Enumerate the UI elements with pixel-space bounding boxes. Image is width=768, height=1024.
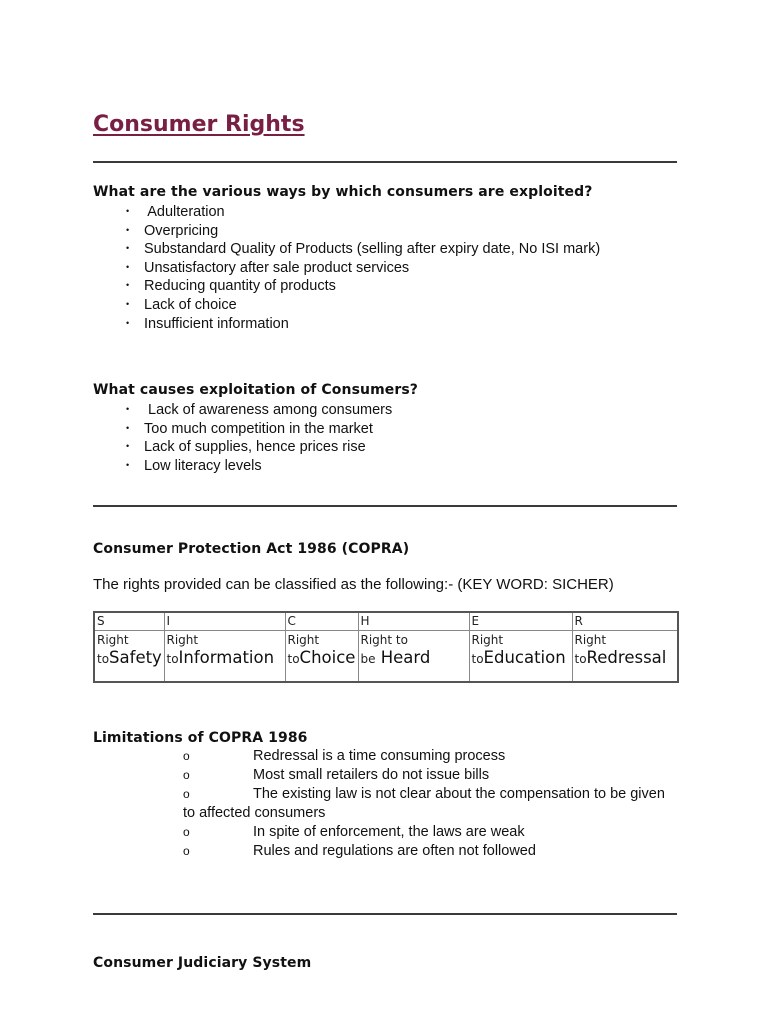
divider	[93, 161, 677, 163]
copra-intro: The rights provided can be classified as the following:- (KEY WORD: SICHER)	[93, 576, 614, 593]
list-item: • Adulteration	[126, 204, 225, 220]
page-title: Consumer Rights	[93, 112, 305, 137]
list-item: • Lack of supplies, hence prices rise	[126, 439, 366, 456]
table-cell: S	[94, 612, 164, 631]
bullet-dot-icon: •	[126, 422, 130, 433]
bullet-dot-icon: •	[126, 243, 130, 254]
exploitation-ways-list	[126, 202, 600, 332]
table-row	[94, 631, 678, 683]
table-cell: Right toChoice	[285, 631, 358, 683]
bullet-dot-icon: •	[126, 459, 130, 470]
bullet-dot-icon: •	[126, 206, 130, 216]
table-cell: Right toEducation	[469, 631, 572, 683]
list-item: o In spite of enforcement, the laws are weak	[183, 824, 525, 840]
circle-bullet-icon: o	[183, 787, 190, 801]
list-item: • Too much competition in the market	[126, 420, 373, 437]
section-heading-copra: Consumer Protection Act 1986 (COPRA)	[93, 541, 410, 557]
circle-bullet-icon: o	[183, 749, 190, 763]
section-heading-exploitation-ways: What are the various ways by which consumers are exploited?	[93, 184, 593, 200]
list-item: • Low literacy levels	[126, 457, 262, 474]
bullet-dot-icon: •	[126, 441, 130, 452]
table-cell: R	[572, 612, 678, 631]
section-heading-limitations: Limitations of COPRA 1986	[93, 730, 308, 746]
bullet-dot-icon: •	[126, 261, 130, 272]
list-item: o Most small retailers do not issue bills	[183, 767, 490, 783]
table-cell: Right toSafety	[94, 631, 164, 683]
list-item: • Insufficient information	[126, 315, 289, 332]
section-heading-exploitation-causes: What causes exploitation of Consumers?	[93, 382, 419, 398]
table-cell: I	[164, 612, 285, 631]
table-row	[94, 612, 678, 631]
list-item: • Unsatisfactory after sale product services	[126, 259, 410, 276]
table-cell: E	[469, 612, 572, 631]
table-cell: Right toRedressal	[572, 631, 678, 683]
divider	[93, 505, 677, 507]
bullet-dot-icon: •	[126, 404, 130, 414]
limitations-list	[183, 747, 677, 861]
bullet-dot-icon: •	[126, 317, 130, 328]
section-heading-judiciary: Consumer Judiciary System	[93, 955, 312, 971]
table-cell: Right to be Heard	[358, 631, 469, 683]
bullet-dot-icon: •	[126, 298, 130, 309]
circle-bullet-icon: o	[183, 844, 190, 858]
divider	[93, 913, 677, 915]
list-item: o The existing law is not clear about the compensation to be given to affected consumers	[183, 786, 665, 821]
exploitation-causes-list	[126, 400, 392, 474]
list-item: • Overpricing	[126, 222, 219, 239]
circle-bullet-icon: o	[183, 768, 190, 782]
circle-bullet-icon: o	[183, 825, 190, 839]
list-item: • Lack of choice	[126, 296, 237, 313]
table-cell: C	[285, 612, 358, 631]
bullet-dot-icon: •	[126, 224, 130, 235]
bullet-dot-icon: •	[126, 280, 130, 291]
list-item: • Reducing quantity of products	[126, 278, 336, 295]
rights-table	[93, 611, 679, 683]
list-item: • Substandard Quality of Products (selling after expiry date, No ISI mark)	[126, 241, 601, 258]
list-item: o Rules and regulations are often not followed	[183, 843, 536, 859]
table-cell: H	[358, 612, 469, 631]
list-item: • Lack of awareness among consumers	[126, 402, 393, 418]
table-cell: Right toInformation	[164, 631, 285, 683]
list-item: o Redressal is a time consuming process	[183, 748, 506, 764]
